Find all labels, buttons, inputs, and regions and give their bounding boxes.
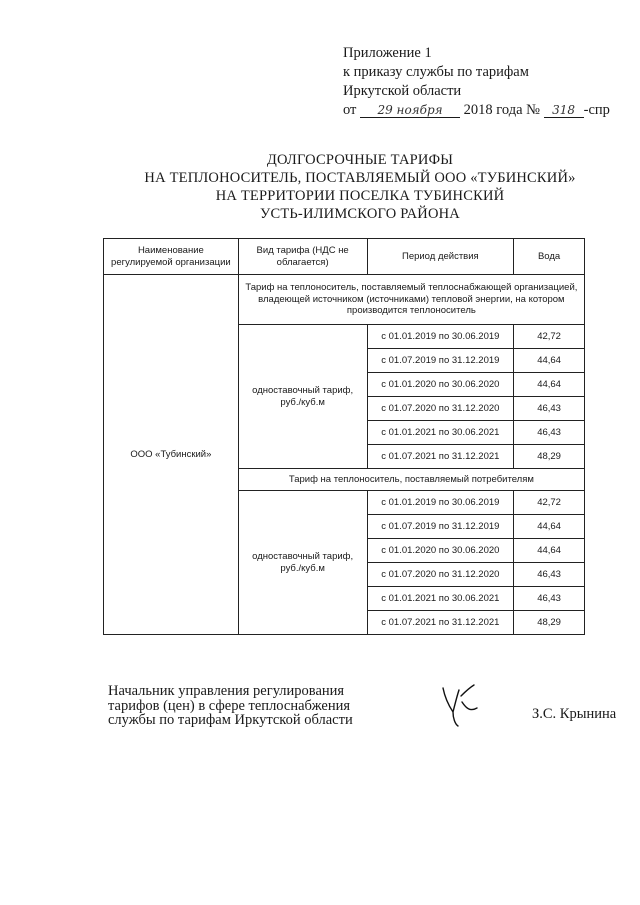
handwritten-signature — [437, 682, 483, 733]
value-cell: 48,29 — [514, 445, 585, 469]
title-line-3: НА ТЕРРИТОРИИ ПОСЕЛКА ТУБИНСКИЙ — [215, 188, 505, 204]
table-header-row — [104, 239, 585, 275]
appendix-date-line — [343, 101, 610, 120]
section1-title: Тариф на теплоноситель, поставляемый теплоснабжающей организацией, владеющей источником (источниками) тепловой энергии, на котором производится теплоноситель — [238, 275, 584, 325]
period-cell: с 01.01.2021 по 30.06.2021 — [367, 421, 514, 445]
period-cell: с 01.01.2019 по 30.06.2019 — [367, 491, 514, 515]
appendix-title: Приложение 1 — [343, 45, 432, 61]
period-cell: с 01.07.2020 по 31.12.2020 — [367, 397, 514, 421]
appendix-suffix: -спр — [583, 102, 610, 118]
organization-name: ООО «Тубинский» — [104, 275, 239, 635]
period-cell: с 01.07.2020 по 31.12.2020 — [367, 563, 514, 587]
handwritten-date: 29 ноября — [360, 103, 460, 118]
value-cell: 46,43 — [514, 587, 585, 611]
header-organization: Наименование регулируемой организации — [104, 239, 239, 275]
section2-tariff-type: одноставочный тариф, руб./куб.м — [238, 491, 367, 635]
value-cell: 46,43 — [514, 563, 585, 587]
appendix-header — [343, 44, 610, 120]
value-cell: 42,72 — [514, 325, 585, 349]
appendix-region: Иркутской области — [343, 83, 462, 99]
period-cell: с 01.07.2019 по 31.12.2019 — [367, 515, 514, 539]
signatory-title-line-3: службы по тарифам Иркутской области — [108, 712, 353, 728]
signatory-title-line-1: Начальник управления регулирования — [108, 683, 345, 699]
appendix-order-ref: к приказу службы по тарифам — [343, 64, 529, 80]
period-cell: с 01.01.2021 по 30.06.2021 — [367, 587, 514, 611]
period-cell: с 01.01.2020 по 30.06.2020 — [367, 539, 514, 563]
title-line-1: ДОЛГОСРОЧНЫЕ ТАРИФЫ — [266, 152, 454, 168]
signatory-block — [108, 684, 353, 728]
handwritten-number: 318 — [544, 103, 584, 118]
tariff-table — [103, 238, 585, 635]
signatory-title-line-2: тарифов (цен) в сфере теплоснабжения — [108, 697, 351, 714]
section2-title: Тариф на теплоноситель, поставляемый потребителям — [238, 469, 584, 491]
period-cell: с 01.07.2021 по 31.12.2021 — [367, 445, 514, 469]
signatory-name: З.С. Крынина — [532, 706, 617, 722]
value-cell: 48,29 — [514, 611, 585, 635]
value-cell: 44,64 — [514, 515, 585, 539]
appendix-date-prefix: от — [343, 102, 357, 118]
section1-tariff-type: одноставочный тариф, руб./куб.м — [238, 325, 367, 469]
value-cell: 46,43 — [514, 421, 585, 445]
value-cell: 42,72 — [514, 491, 585, 515]
value-cell: 44,64 — [514, 539, 585, 563]
value-cell: 44,64 — [514, 349, 585, 373]
value-cell: 46,43 — [514, 397, 585, 421]
period-cell: с 01.01.2019 по 30.06.2019 — [367, 325, 514, 349]
header-tariff-type: Вид тарифа (НДС не облагается) — [238, 239, 367, 275]
document-title — [100, 151, 620, 223]
title-line-4: УСТЬ-ИЛИМСКОГО РАЙОНА — [260, 206, 460, 222]
section1-title-row — [104, 275, 585, 325]
header-water: Вода — [514, 239, 585, 275]
header-period: Период действия — [367, 239, 514, 275]
value-cell: 44,64 — [514, 373, 585, 397]
title-line-2: НА ТЕПЛОНОСИТЕЛЬ, ПОСТАВЛЯЕМЫЙ ООО «ТУБИНСКИЙ» — [144, 170, 576, 186]
appendix-year: 2018 года № — [463, 102, 540, 118]
period-cell: с 01.07.2019 по 31.12.2019 — [367, 349, 514, 373]
period-cell: с 01.01.2020 по 30.06.2020 — [367, 373, 514, 397]
period-cell: с 01.07.2021 по 31.12.2021 — [367, 611, 514, 635]
